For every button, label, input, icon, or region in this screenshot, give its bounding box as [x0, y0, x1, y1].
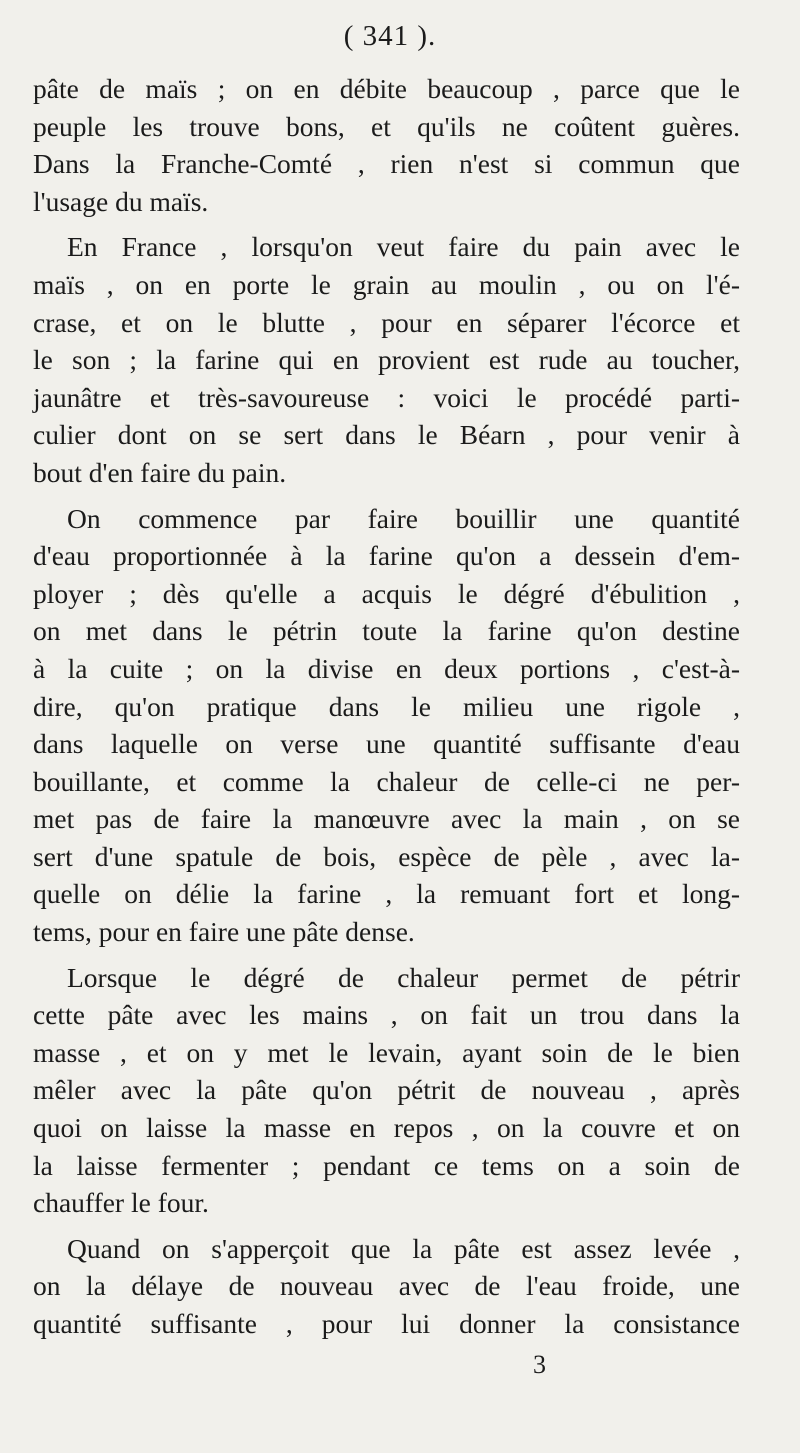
text-line: Quand on s'apperçoit que la pâte est assez levée ,	[67, 1232, 740, 1264]
text-line: d'eau proportionnée à la farine qu'on a dessein d'em-	[33, 540, 740, 572]
signature-mark: 3	[533, 1350, 546, 1379]
text-line: mêler avec la pâte qu'on pétrit de nouveau , après	[33, 1074, 740, 1106]
text-line: jaunâtre et très-savoureuse : voici le procédé parti-	[33, 381, 740, 413]
text-line: on met dans le pétrin toute la farine qu'on destine	[33, 615, 740, 647]
body-text	[33, 70, 740, 1343]
text-line: masse , et on y met le levain, ayant soin de le bien	[33, 1036, 740, 1068]
paragraph-2	[33, 228, 740, 491]
text-line: culier dont on se sert dans le Béarn , pour venir à	[33, 419, 740, 451]
paragraph-3	[33, 500, 740, 951]
text-line: sert d'une spatule de bois, espèce de pèle , avec la-	[33, 840, 740, 872]
text-line: On commence par faire bouillir une quantité	[67, 502, 740, 534]
paragraph-5	[33, 1230, 740, 1343]
page-number: ( 341 ).	[343, 20, 437, 52]
text-line: le son ; la farine qui en provient est rude au toucher,	[33, 344, 740, 376]
text-line: on la délaye de nouveau avec de l'eau froide, une	[33, 1270, 740, 1302]
text-line: quantité suffisante , pour lui donner la consistance	[33, 1308, 740, 1339]
text-line: dire, qu'on pratique dans le milieu une rigole ,	[33, 690, 740, 722]
text-line: ployer ; dès qu'elle a acquis le dégré d'ébulition ,	[33, 577, 740, 609]
text-line: à la cuite ; on la divise en deux portions , c'est-à-	[33, 652, 740, 684]
text-line: chauffer le four.	[33, 1187, 209, 1219]
paragraph-4	[33, 959, 740, 1222]
text-line: dans laquelle on verse une quantité suffisante d'eau	[33, 728, 740, 760]
text-line: Lorsque le dégré de chaleur permet de pétrir	[67, 961, 740, 993]
text-line: maïs , on en porte le grain au moulin , ou on l'é-	[33, 268, 740, 300]
text-line: Dans la Franche-Comté , rien n'est si commun que	[33, 148, 740, 180]
text-line: bout d'en faire du pain.	[33, 456, 287, 488]
text-line: cette pâte avec les mains , on fait un trou dans la	[33, 999, 740, 1031]
text-line: En France , lorsqu'on veut faire du pain avec le	[67, 231, 740, 263]
text-line: la laisse fermenter ; pendant ce tems on a soin de	[33, 1149, 740, 1181]
text-line: pâte de maïs ; on en débite beaucoup , parce que le	[33, 73, 740, 104]
text-line: l'usage du maïs.	[33, 185, 209, 217]
text-line: quelle on délie la farine , la remuant fort et long-	[33, 878, 740, 910]
text-line: bouillante, et comme la chaleur de celle-ci ne per-	[33, 765, 740, 797]
text-line: quoi on laisse la masse en repos , on la couvre et on	[33, 1112, 740, 1144]
text-line: peuple les trouve bons, et qu'ils ne coûtent guères.	[33, 110, 740, 142]
paragraph-1	[33, 70, 740, 220]
text-line: met pas de faire la manœuvre avec la main , on se	[33, 803, 740, 835]
text-line: tems, pour en faire une pâte dense.	[33, 916, 415, 948]
text-line: crase, et on le blutte , pour en séparer l'écorce et	[33, 306, 740, 338]
